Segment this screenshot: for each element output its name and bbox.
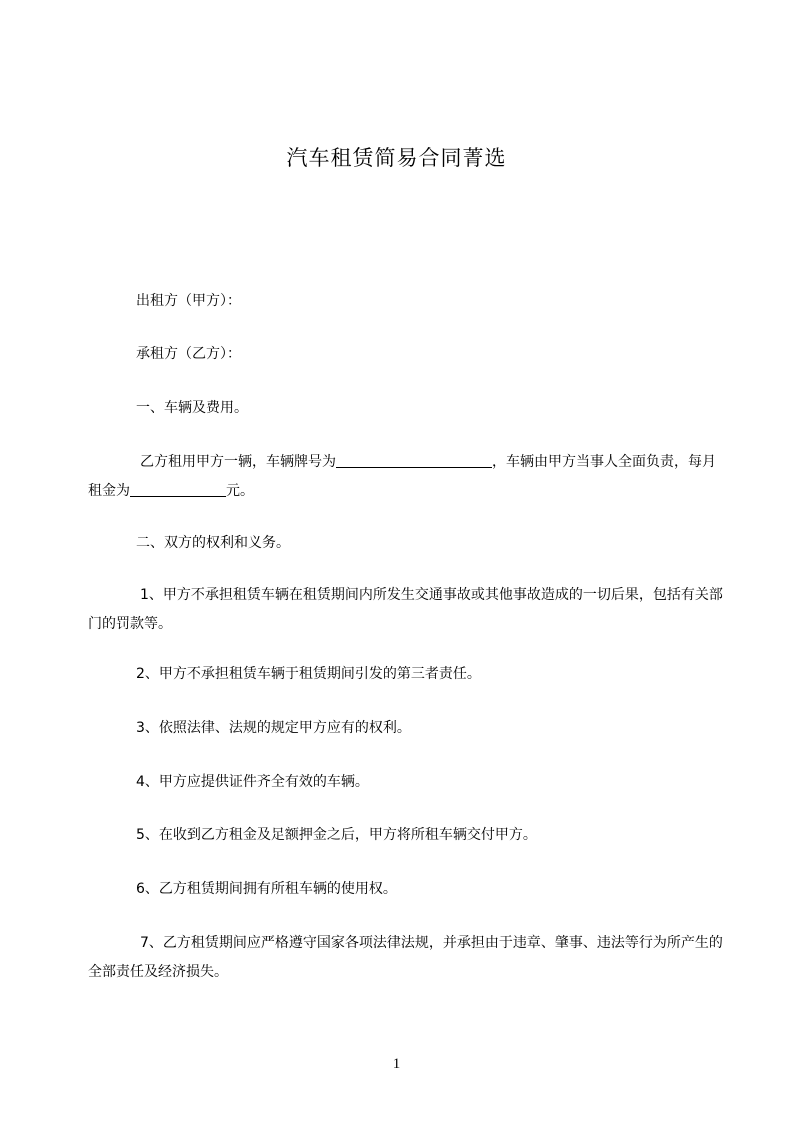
section1-text-b: ，车辆由甲方当事人全面负责，每月租金为 — [88, 454, 716, 499]
list-item: 2、甲方不承担租赁车辆于租赁期间引发的第三者责任。 — [136, 666, 481, 682]
section2-heading: 二、双方的权利和义务。 — [136, 535, 290, 551]
plate-number-blank[interactable] — [336, 451, 492, 468]
lessor-label: 出租方（甲方）： — [136, 293, 241, 309]
list-item: 3、依照法律、法规的规定甲方应有的权利。 — [136, 720, 411, 736]
list-item: 5、在收到乙方租金及足额押金之后，甲方将所租车辆交付甲方。 — [136, 827, 537, 843]
list-item: 7、乙方租赁期间应严格遵守国家各项法律法规，并承担由于违章、肇事、违法等行为所产生的全部责任及经济损失。 — [88, 935, 723, 980]
list-item: 4、甲方应提供证件齐全有效的车辆。 — [136, 774, 369, 790]
lessee-label: 承租方（乙方）： — [136, 346, 241, 362]
document-title: 汽车租赁简易合同菁选 — [286, 146, 507, 170]
list-item: 6、乙方租赁期间拥有所租车辆的使用权。 — [136, 881, 397, 897]
section1-text-a: 乙方租用甲方一辆，车辆牌号为 — [140, 454, 336, 470]
section1-heading: 一、车辆及费用。 — [136, 400, 248, 416]
list-item: 1、甲方不承担租赁车辆在租赁期间内所发生交通事故或其他事故造成的一切后果，包括有关部门的罚款等。 — [88, 587, 723, 632]
page-number: 1 — [392, 1056, 401, 1072]
section1-body — [88, 448, 724, 506]
section1-text-c: 元。 — [226, 483, 254, 499]
monthly-rent-blank[interactable] — [130, 480, 226, 497]
